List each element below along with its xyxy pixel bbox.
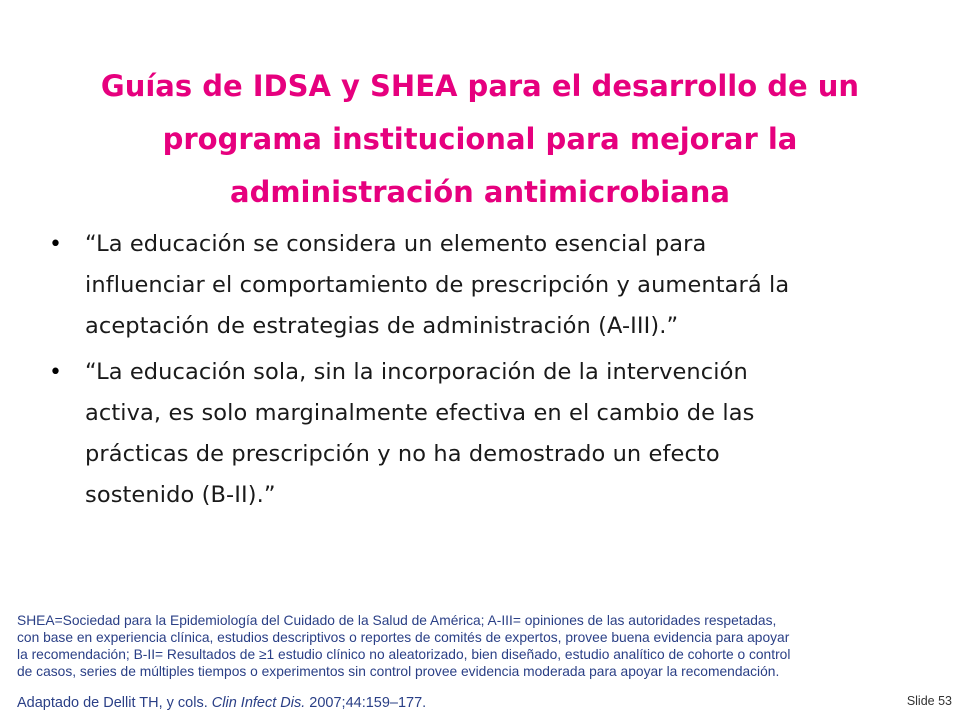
slide-title xyxy=(40,60,920,219)
citation-journal: Clin Infect Dis. xyxy=(211,695,306,711)
bullet-text-line: “La educación sola, sin la incorporación de la intervención xyxy=(85,359,748,385)
footnote-line: SHEA=Sociedad para la Epidemiología del Cuidado de la Salud de América; A-III= opiniones de las autoridades respetadas, xyxy=(17,613,777,628)
bullet-item-education-essential xyxy=(45,224,925,347)
bullet-text-line: activa, es solo marginalmente efectiva en el cambio de las xyxy=(85,400,755,426)
title-line: administración antimicrobiana xyxy=(230,175,730,209)
bullet-marker: • xyxy=(49,232,62,257)
bullet-text-line: sostenido (B-II).” xyxy=(85,482,276,508)
citation-suffix: 2007;44:159–177. xyxy=(305,695,427,711)
title-line: programa institucional para mejorar la xyxy=(162,122,798,156)
bullet-text-line: “La educación se considera un elemento esencial para xyxy=(85,231,707,257)
slide-number: Slide 53 xyxy=(906,694,952,708)
bullet-item-education-alone xyxy=(45,352,925,516)
title-line: Guías de IDSA y SHEA para el desarrollo de un xyxy=(100,69,860,103)
bullet-text-line: prácticas de prescripción y no ha demostrado un efecto xyxy=(85,441,720,467)
footnote-line: la recomendación; B-II= Resultados de ≥1 estudio clínico no aleatorizado, bien diseñado, estudio analítico de cohorte o control xyxy=(17,647,791,662)
bullet-marker: • xyxy=(49,360,62,385)
bullet-text-line: aceptación de estrategias de administración (A-III).” xyxy=(85,313,679,339)
citation-prefix: Adaptado de Dellit TH, y cols. xyxy=(17,695,212,711)
bullet-text-line: influenciar el comportamiento de prescripción y aumentará la xyxy=(85,272,790,298)
footnote-line: con base en experiencia clínica, estudios descriptivos o reportes de comités de expertos, provee buena evidencia para apoyar xyxy=(17,630,790,645)
footnote xyxy=(17,612,917,680)
citation xyxy=(17,693,426,713)
bullet-list xyxy=(45,224,925,521)
footnote-line: de casos, series de múltiples tiempos o experimentos sin control provee evidencia moderada para apoyar la recomendación. xyxy=(17,664,780,679)
